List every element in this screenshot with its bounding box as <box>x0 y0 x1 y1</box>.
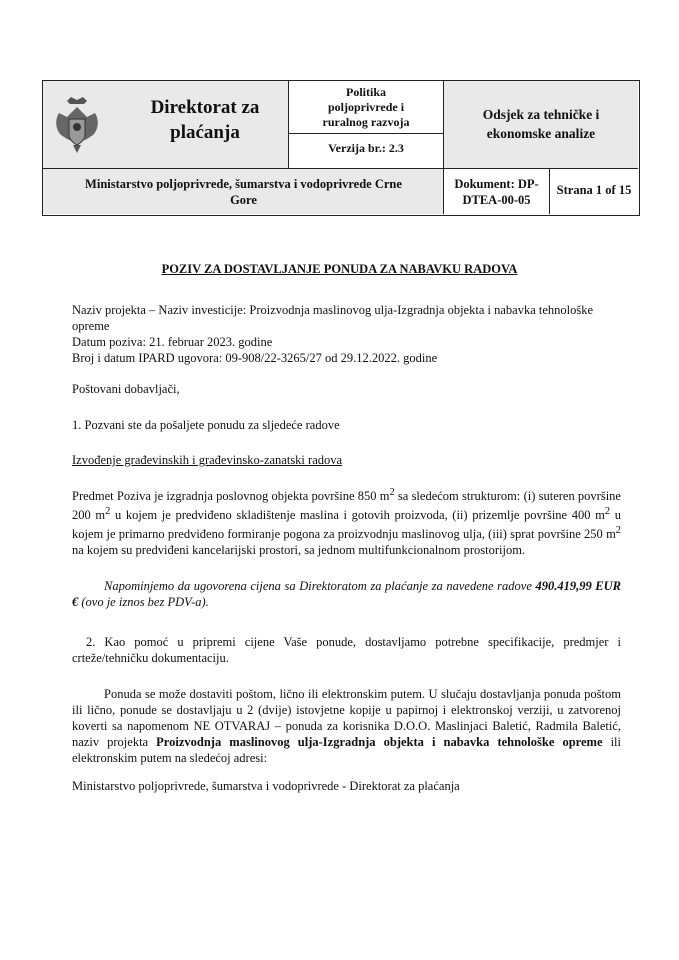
document-header-table <box>42 80 640 216</box>
policy-name: Politika poljoprivrede i ruralnog razvoja <box>322 85 410 129</box>
document-code: Dokument: DP- DTEA-00-05 <box>454 177 539 207</box>
greeting: Poštovani dobavljači, <box>72 382 180 396</box>
page-number: Strana 1 of 15 <box>556 183 632 197</box>
project-name-line: Naziv projekta – Naziv investicije: Proizvodnja maslinovog ulja-Izgradnja objekta i nabavka tehnološke <box>72 303 594 317</box>
delivery-paragraph: Ponuda se može dostaviti poštom, lično ili elektronskim putem. U slučaju dostavljanja ponuda poštom ili lično, ponude se dostavljaju u 2 (dvije) istovjetne kopije u papirnoj i elektronskoj verziji, u zatvorenoj koverti sa napomenom NE OTVARAJ – ponuda za korisnika D.O.O. Maslinjaci Baletić, Radmila Baletić, naziv projekta Proizvodnja maslinovog ulja-Izgradnja objekta i nabavka tehnološke opreme ili elektronskim putem na sledećoj adresi: <box>72 687 622 765</box>
department-name: Odsjek za tehničke i ekonomske analize <box>482 107 600 141</box>
item-1: 1. Pozvani ste da pošaljete ponudu za sljedeće radove <box>72 418 340 432</box>
contract-amount: 490.419,99 EUR € <box>72 579 621 609</box>
header-department-cell <box>444 81 638 169</box>
subject-paragraph: Predmet Poziva je izgradnja poslovnog objekta površine 850 $m^2$ sa sledećom strukturom: (i) suteren površine 200 $m^2$ u kojem je predviđeno skladištenje maslina i gotovih proizvoda, (ii) prizemlje površine 400 $m^2$ u kojem je primarno predviđeno formiranje pogona za proizvodnju maslinovog ulja, (iii) sprat površine 250 $m^2$ na kojem su predviđeni kancelarijski prostori, sa jednom multifunkcionalnom prostorijom. <box>72 487 621 558</box>
organization-title: Direktorat za plaćanja <box>150 97 260 143</box>
ministry-name: Ministarstvo poljoprivrede, šumarstva i vodoprivrede Crne Gore <box>85 177 402 207</box>
delivery-address: Ministarstvo poljoprivrede, šumarstva i vodoprivrede - Direktorat za plaćanja <box>72 779 460 793</box>
version-label: Verzija br.: 2.3 <box>328 141 404 155</box>
project-name-cont: opreme <box>72 319 110 333</box>
header-ministry-cell <box>43 169 444 214</box>
header-document-cell <box>444 169 550 214</box>
coat-of-arms-icon <box>53 95 101 155</box>
price-note: Napominjemo da ugovorena cijena sa Direktoratom za plaćanje za navedene radove 490.419,99 EUR € (ovo je iznos bez PDV-a). <box>72 579 621 609</box>
ipard-contract: Broj i datum IPARD ugovora: 09-908/22-3265/27 od 29.12.2022. godine <box>72 351 438 365</box>
works-heading: Izvođenje građevinskih i građevinsko-zanatski radova <box>72 453 343 467</box>
policy-divider <box>289 133 443 134</box>
invitation-date: Datum poziva: 21. februar 2023. godine <box>72 335 273 349</box>
project-name-bold: Proizvodnja maslinovog ulja-Izgradnja objekta i nabavka tehnološke opreme <box>156 735 603 749</box>
item-2: 2. Kao pomoć u pripremi cijene Vaše ponude, dostavljamo potrebne specifikacije, predmjer i crteže/tehničku dokumentaciju. <box>72 635 621 665</box>
page-title: POZIV ZA DOSTAVLJANJE PONUDA ZA NABAVKU RADOVA <box>161 262 518 276</box>
project-info <box>72 302 632 366</box>
header-page-cell <box>550 169 638 214</box>
header-logo-cell <box>43 81 289 169</box>
header-policy-cell <box>289 81 444 169</box>
